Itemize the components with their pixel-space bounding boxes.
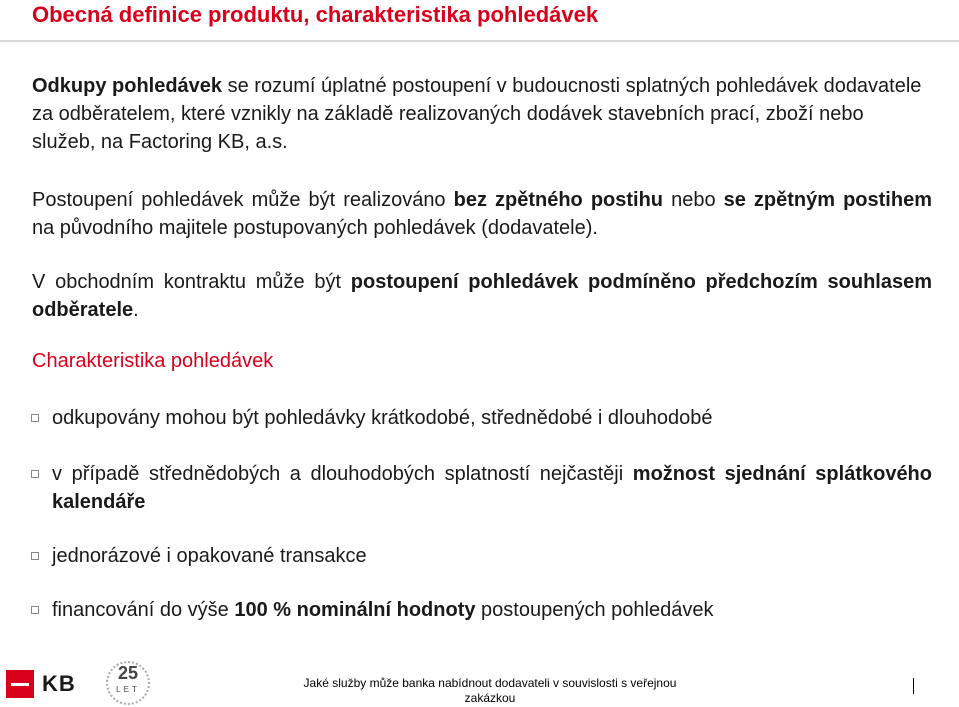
consent-paragraph bbox=[32, 268, 932, 324]
recourse-paragraph bbox=[32, 186, 932, 242]
recourse-bold-2: se zpětným postihem bbox=[723, 189, 932, 211]
anniversary-label: LET bbox=[116, 685, 140, 694]
bullet-text: jednorázové i opakované transakce bbox=[52, 545, 367, 567]
recourse-bold-1: bez zpětného postihu bbox=[453, 189, 664, 211]
title-divider bbox=[0, 40, 959, 42]
footer-caption: Jaké služby může banka nabídnout dodavateli v souvislosti s veřejnou zakázkou bbox=[303, 676, 677, 705]
anniversary-number: 25 bbox=[117, 663, 139, 683]
bullet-square-icon bbox=[31, 606, 39, 614]
footer-divider bbox=[913, 678, 914, 694]
definition-term: Odkupy pohledávek bbox=[32, 75, 223, 97]
kb-logo-icon bbox=[6, 670, 34, 698]
list-item bbox=[52, 404, 932, 432]
list-item bbox=[52, 542, 932, 570]
consent-text-1: V obchodním kontraktu může být bbox=[32, 271, 351, 293]
definition-text: se rozumí úplatné postoupení v budoucnosti splatných pohledávek dodavatele za odběratelem, které vznikly na základě realizovaných dodávek stavebních prací, zboží nebo služeb, na Factoring KB, a.s. bbox=[32, 75, 922, 153]
recourse-text-1: Postoupení pohledávek může být realizováno bbox=[32, 189, 454, 211]
list-item bbox=[52, 596, 932, 624]
kb-logo bbox=[6, 668, 94, 700]
recourse-text-2: nebo bbox=[663, 189, 724, 211]
consent-bold: postoupení pohledávek podmíněno předchozím souhlasem odběratele bbox=[32, 271, 932, 321]
section-heading: Charakteristika pohledávek bbox=[32, 350, 274, 372]
definition-paragraph bbox=[32, 72, 932, 156]
bullet-square-icon bbox=[31, 414, 39, 422]
recourse-text-3: na původního majitele postupovaných pohledávek (dodavatele). bbox=[32, 217, 598, 239]
bullet-square-icon bbox=[31, 470, 39, 478]
bullet-text: financování do výše bbox=[52, 599, 235, 621]
bullet-text: odkupovány mohou být pohledávky krátkodobé, střednědobé i dlouhodobé bbox=[52, 407, 713, 429]
page-title: Obecná definice produktu, charakteristika pohledávek bbox=[32, 2, 599, 27]
anniversary-badge bbox=[104, 661, 152, 705]
kb-logo-text: KB bbox=[42, 671, 76, 696]
bullet-text: postoupených pohledávek bbox=[475, 599, 714, 621]
bullet-bold: možnost sjednání splátkového kalendáře bbox=[52, 463, 932, 513]
list-item bbox=[52, 460, 932, 516]
bullet-text: v případě střednědobých a dlouhodobých splatností nejčastěji bbox=[52, 463, 633, 485]
consent-text-2: . bbox=[133, 299, 139, 321]
bullet-square-icon bbox=[31, 552, 39, 560]
bullet-bold: 100 % nominální hodnoty bbox=[234, 599, 476, 621]
